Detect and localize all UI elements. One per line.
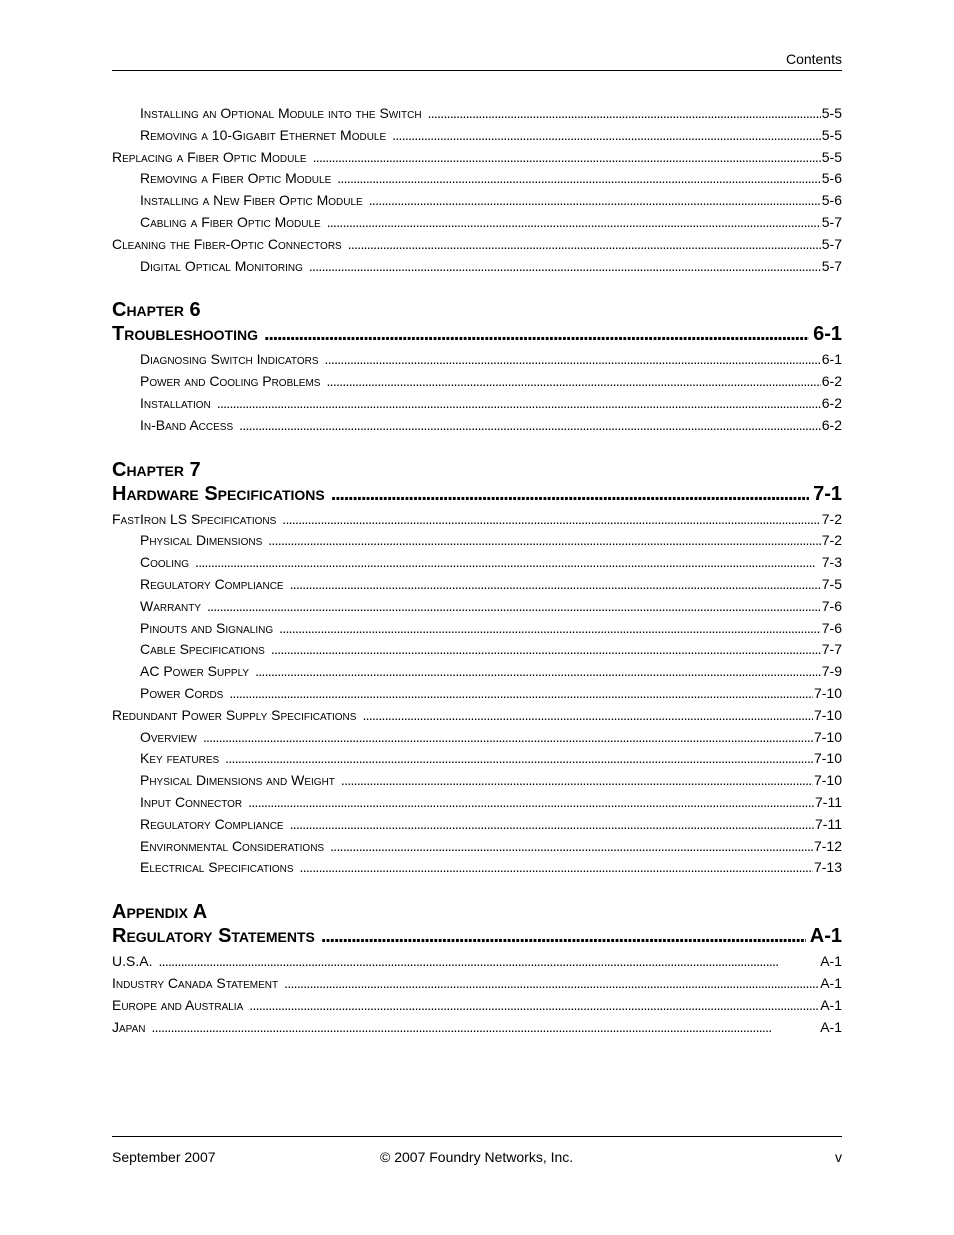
chapter-page: 7-1 [813,482,842,505]
toc-entry-title: Digital Optical Monitoring [140,257,303,274]
toc-entry-page: 7-3 [821,554,842,571]
dot-leader [325,351,821,367]
toc-entry-page: A-1 [820,1018,842,1035]
toc-entry-page: 5-6 [821,192,842,209]
dot-leader [255,663,821,679]
dot-leader [348,236,821,252]
dot-leader [249,997,819,1013]
chapter-title: Hardware Specifications [112,482,325,505]
toc-entry-page: 6-2 [821,394,842,411]
toc-entry-page: 7-6 [821,597,842,614]
toc-entry[interactable] [112,707,842,729]
toc-entry[interactable] [112,149,842,171]
dot-leader [195,554,821,570]
toc-entry[interactable] [112,554,842,576]
toc-entry-title: In-Band Access [140,416,234,433]
dot-leader [369,192,821,208]
toc-entry-title: Overview [140,728,197,745]
toc-entry-page: 5-6 [821,170,842,187]
toc-entry-page: 7-10 [813,750,842,767]
dot-leader [203,729,813,745]
toc-entry-title: Installing a New Fiber Optic Module [140,192,363,209]
toc-entry-page: 5-5 [821,148,842,165]
dot-leader [330,838,813,854]
dot-leader [217,395,821,411]
toc-entry-page: 7-11 [815,793,842,810]
toc-entry-title: Cleaning the Fiber-Optic Connectors [112,235,342,252]
toc-entry-page: 7-13 [813,859,842,876]
toc-entry[interactable] [112,214,842,236]
toc-entry[interactable] [112,641,842,663]
chapter-title-entry[interactable] [112,925,842,952]
toc-entry[interactable] [112,729,842,751]
dot-leader [248,794,814,810]
toc-entry-title: Environmental Considerations [140,837,325,854]
dot-leader [313,149,821,165]
toc-entry-title: Removing a 10-Gigabit Ethernet Module [140,126,387,143]
dot-leader [327,214,821,230]
dot-leader [207,598,821,614]
toc-entry-title: Cable Specifications [140,641,265,658]
toc-entry-page: A-1 [820,996,842,1013]
toc-entry-title: U.S.A. [112,953,153,970]
table-of-contents [112,105,842,1040]
toc-entry[interactable] [112,1019,842,1041]
toc-entry-page: 6-1 [821,351,842,368]
toc-entry[interactable] [112,750,842,772]
toc-entry-title: Industry Canada Statement [112,974,279,991]
toc-entry[interactable] [112,576,842,598]
toc-entry-title: Physical Dimensions [140,532,263,549]
dot-leader [341,772,813,788]
chapter-label: Chapter 7 [112,458,201,481]
toc-entry-page: 7-10 [813,772,842,789]
dot-leader [290,576,821,592]
toc-entry-title: Pinouts and Signaling [140,619,274,636]
toc-entry-page: A-1 [820,974,842,991]
toc-entry[interactable] [112,953,842,975]
toc-entry-page: 6-2 [821,373,842,390]
footer-date: September 2007 [112,1149,216,1165]
toc-entry-title: Regulatory Compliance [140,815,284,832]
toc-entry-page: 5-7 [821,235,842,252]
dot-leader [428,105,821,121]
chapter-title: Regulatory Statements [112,925,315,948]
toc-entry[interactable] [112,373,842,395]
toc-entry-page: 7-11 [815,815,842,832]
toc-entry[interactable] [112,772,842,794]
dot-leader [284,975,819,991]
toc-entry-title: Cooling [140,554,190,571]
dot-leader [279,620,821,636]
toc-entry[interactable] [112,395,842,417]
footer-page-number: v [835,1149,842,1165]
toc-entry-title: FastIron LS Specifications [112,510,277,527]
toc-entry[interactable] [112,620,842,642]
toc-entry-page: 7-10 [813,684,842,701]
dot-leader [264,323,809,346]
toc-entry-title: Installing an Optional Module into the Switch [140,105,422,121]
dot-leader [331,483,809,506]
toc-entry-page: 5-7 [821,213,842,230]
toc-entry-page: 7-12 [813,837,842,854]
dot-leader [362,707,813,723]
toc-entry-title: Installation [140,394,211,411]
toc-entry-page: 7-5 [821,575,842,592]
toc-entry[interactable] [112,997,842,1019]
toc-entry-title: Physical Dimensions and Weight [140,772,335,789]
toc-entry-title: Europe and Australia [112,996,244,1013]
dot-leader [309,258,821,274]
toc-entry-title: Power Cords [140,684,224,701]
toc-entry-page: 5-5 [821,126,842,143]
toc-entry-title: AC Power Supply [140,663,250,680]
toc-entry[interactable] [112,192,842,214]
toc-entry[interactable] [112,663,842,685]
toc-entry[interactable] [112,532,842,554]
toc-entry[interactable] [112,975,842,997]
chapter-label: Appendix A [112,901,208,924]
toc-entry-page: 7-10 [813,728,842,745]
dot-leader [229,685,813,701]
toc-entry[interactable] [112,816,842,838]
toc-entry[interactable] [112,127,842,149]
toc-entry[interactable] [112,838,842,860]
toc-entry-title: Diagnosing Switch Indicators [140,351,319,368]
toc-entry-page: 7-2 [821,532,842,549]
toc-entry-title: Power and Cooling Problems [140,373,321,390]
toc-entry-page: 7-9 [821,663,842,680]
chapter-label: Chapter 6 [112,299,201,322]
dot-leader [268,532,821,548]
dot-leader [321,925,806,948]
toc-entry-page: 7-2 [821,510,842,527]
chapter-title-entry[interactable] [112,323,842,350]
chapter-page: A-1 [809,925,842,948]
toc-entry[interactable] [112,236,842,258]
toc-entry[interactable] [112,598,842,620]
chapter-page: 6-1 [813,323,842,346]
toc-entry-page: 7-10 [813,706,842,723]
toc-entry-title: Electrical Specifications [140,859,294,876]
toc-entry-title: Japan [112,1018,146,1035]
dot-leader [239,417,821,433]
toc-entry[interactable] [112,685,842,707]
toc-entry-page: 7-6 [821,619,842,636]
chapter-title-entry[interactable] [112,483,842,510]
toc-entry-page: A-1 [820,953,842,970]
toc-entry-title: Warranty [140,597,201,614]
toc-entry-page: 5-5 [821,105,842,121]
toc-entry-title: Replacing a Fiber Optic Module [112,148,307,165]
dot-leader [337,170,821,186]
toc-entry-title: Redundant Power Supply Specifications [112,706,357,723]
toc-entry-page: 7-7 [821,641,842,658]
toc-entry[interactable] [112,511,842,533]
toc-entry-title: Input Connector [140,793,243,810]
chapter-title: Troubleshooting [112,323,258,346]
toc-entry-title: Key features [140,750,220,767]
dot-leader [326,373,820,389]
dot-leader [392,127,821,143]
toc-entry-title: Cabling a Fiber Optic Module [140,213,321,230]
toc-entry-title: Regulatory Compliance [140,575,284,592]
toc-entry-page: 6-2 [821,416,842,433]
dot-leader [158,953,819,969]
toc-entry[interactable] [112,258,842,280]
page-footer [112,1136,842,1177]
footer-copyright: © 2007 Foundry Networks, Inc. [380,1149,574,1165]
toc-entry[interactable] [112,417,842,439]
toc-entry-title: Removing a Fiber Optic Module [140,170,332,187]
dot-leader [282,511,820,527]
dot-leader [290,816,814,832]
header-section-title: Contents [785,51,842,67]
dot-leader [152,1019,820,1035]
toc-entry[interactable] [112,859,842,881]
toc-entry-page: 5-7 [821,257,842,274]
toc-entry[interactable] [112,170,842,192]
page-header [112,50,842,71]
dot-leader [225,750,813,766]
dot-leader [300,859,813,875]
toc-entry[interactable] [112,105,842,127]
toc-entry[interactable] [112,794,842,816]
toc-entry[interactable] [112,351,842,373]
dot-leader [271,641,821,657]
